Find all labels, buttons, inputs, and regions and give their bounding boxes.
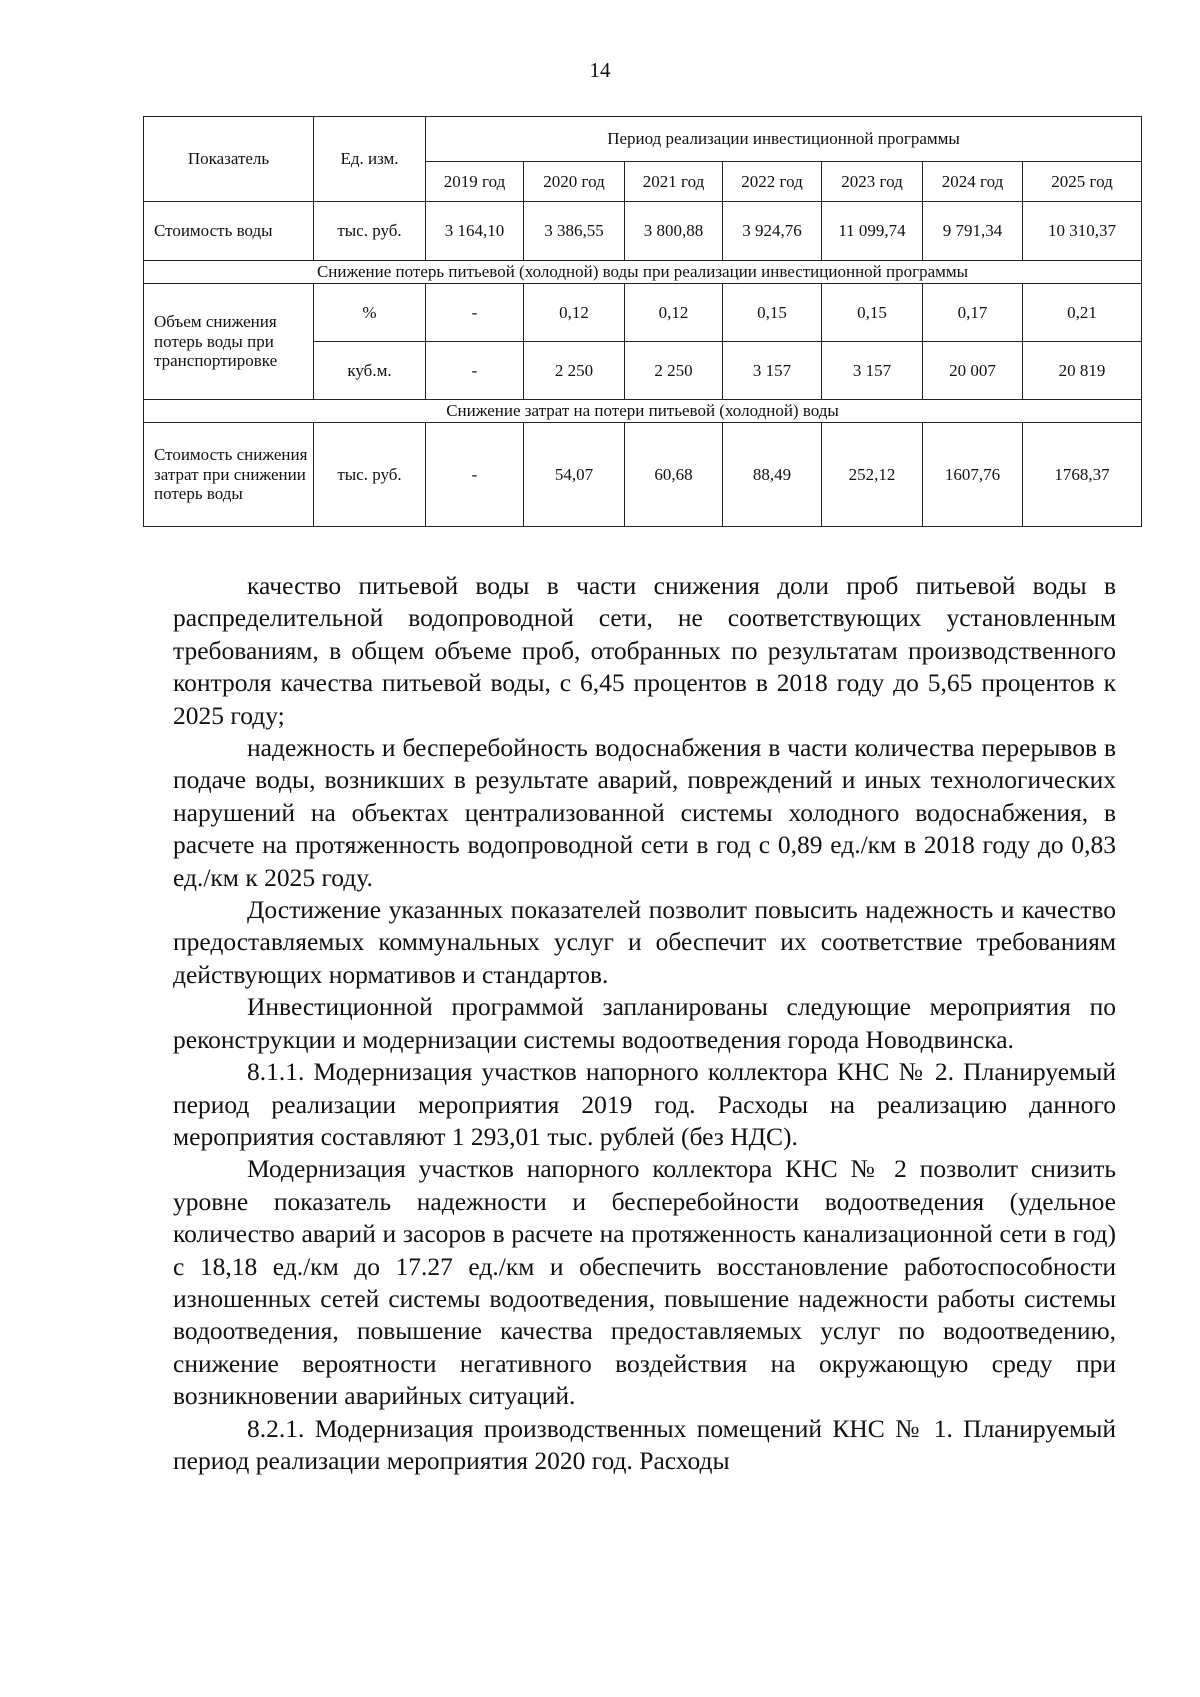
table-row: [144, 202, 1142, 261]
table-cell: 0,12: [625, 284, 723, 342]
table-cell: 20 007: [923, 342, 1023, 400]
body-text: [173, 570, 1116, 1477]
row-unit: куб.м.: [314, 342, 426, 400]
paragraph-planned-measures: Инвестиционной программой запланированы следующие мероприятия по реконструкции и модернизации системы водоотведения города Новодвинска.: [173, 992, 1116, 1054]
table-cell: 3 800,88: [625, 202, 723, 261]
header-year: 2023 год: [822, 162, 923, 202]
table-cell: 9 791,34: [923, 202, 1023, 261]
header-period: Период реализации инвестиционной программы: [426, 117, 1142, 162]
investment-table: [143, 116, 1142, 527]
row-unit: %: [314, 284, 426, 342]
header-year: 2022 год: [723, 162, 822, 202]
table-cell: 0,12: [524, 284, 625, 342]
section-title-cost-reduction: Снижение затрат на потери питьевой (холодной) воды: [144, 400, 1142, 423]
table-cell: -: [426, 423, 524, 527]
header-year: 2020 год: [524, 162, 625, 202]
table-cell: 10 310,37: [1023, 202, 1142, 261]
paragraph-achievement: Достижение указанных показателей позволит повысить надежность и качество предоставляемых коммунальных услуг и обеспечит их соответствие требованиям действующих нормативов и стандартов.: [173, 895, 1116, 989]
paragraph-supply-reliability: надежность и бесперебойность водоснабжения в части количества перерывов в подаче воды, возникших в результате аварий, повреждений и иных технологических нарушений на объектах централизованной системы холодного водоснабжения, в расчете на протяженность водопроводной сети в год с 0,89 ед./км в 2018 году до 0,83 ед./км к 2025 году.: [173, 733, 1116, 892]
header-indicator: Показатель: [144, 117, 314, 202]
table-cell: 11 099,74: [822, 202, 923, 261]
section-row: [144, 261, 1142, 284]
table-cell: 60,68: [625, 423, 723, 527]
table-cell: 88,49: [723, 423, 822, 527]
row-unit: тыс. руб.: [314, 202, 426, 261]
table-cell: 0,17: [923, 284, 1023, 342]
row-unit: тыс. руб.: [314, 423, 426, 527]
table-cell: 3 164,10: [426, 202, 524, 261]
header-year: 2024 год: [923, 162, 1023, 202]
header-year: 2019 год: [426, 162, 524, 202]
paragraph-measure-8-1-1: 8.1.1. Модернизация участков напорного коллектора КНС № 2. Планируемый период реализации мероприятия 2019 год. Расходы на реализацию данного мероприятия составляют 1 293,01 тыс. рублей (без НДС).: [173, 1057, 1116, 1151]
table-cell: 1607,76: [923, 423, 1023, 527]
table-cell: 2 250: [524, 342, 625, 400]
paragraph-modernization-effect: Модернизация участков напорного коллектора КНС № 2 позволит снизить уровне показатель надежности и бесперебойности водоотведения (удельное количество аварий и засоров в расчете на протяженность канализационной сети в год) с 18,18 ед./км до 17.27 ед./км и обеспечить восстановление работоспособности изношенных сетей системы водоотведения, повышение надежности работы системы водоотведения, повышение качества предоставляемых услуг по водоотведению, снижение вероятности негативного воздействия на окружающую среду при возникновении аварийных ситуаций.: [173, 1154, 1116, 1411]
table-cell: 3 157: [723, 342, 822, 400]
table-cell: 54,07: [524, 423, 625, 527]
table-cell: 0,15: [723, 284, 822, 342]
table-cell: 2 250: [625, 342, 723, 400]
table-row: [144, 423, 1142, 527]
section-row: [144, 400, 1142, 423]
table-cell: -: [426, 284, 524, 342]
table-cell: 252,12: [822, 423, 923, 527]
row-label-cost-reduction: Стоимость снижения затрат при снижении потерь воды: [144, 423, 314, 527]
table-cell: 1768,37: [1023, 423, 1142, 527]
row-label-water-cost: Стоимость воды: [144, 202, 314, 261]
page-number: 14: [589, 58, 611, 82]
table-cell: 0,21: [1023, 284, 1142, 342]
table-cell: 3 924,76: [723, 202, 822, 261]
header-year: 2025 год: [1023, 162, 1142, 202]
table-cell: 3 386,55: [524, 202, 625, 261]
table-cell: 0,15: [822, 284, 923, 342]
header-unit: Ед. изм.: [314, 117, 426, 202]
paragraph-measure-8-2-1: 8.2.1. Модернизация производственных помещений КНС № 1. Планируемый период реализации мероприятия 2020 год. Расходы: [173, 1413, 1116, 1475]
section-title-loss-reduction: Снижение потерь питьевой (холодной) воды при реализации инвестиционной программы: [144, 261, 1142, 284]
paragraph-water-quality: качество питьевой воды в части снижения доли проб питьевой воды в распределительной водопроводной сети, не соответствующих установленным требованиям, в общем объеме проб, отобранных по результатам производственного контроля качества питьевой воды, с 6,45 процентов в 2018 году до 5,65 процентов к 2025 году;: [173, 571, 1116, 730]
table-cell: -: [426, 342, 524, 400]
table-cell: 20 819: [1023, 342, 1142, 400]
header-year: 2021 год: [625, 162, 723, 202]
row-label-loss-volume: Объем снижения потерь воды при транспортировке: [144, 284, 314, 400]
table-row: [144, 284, 1142, 342]
table-cell: 3 157: [822, 342, 923, 400]
